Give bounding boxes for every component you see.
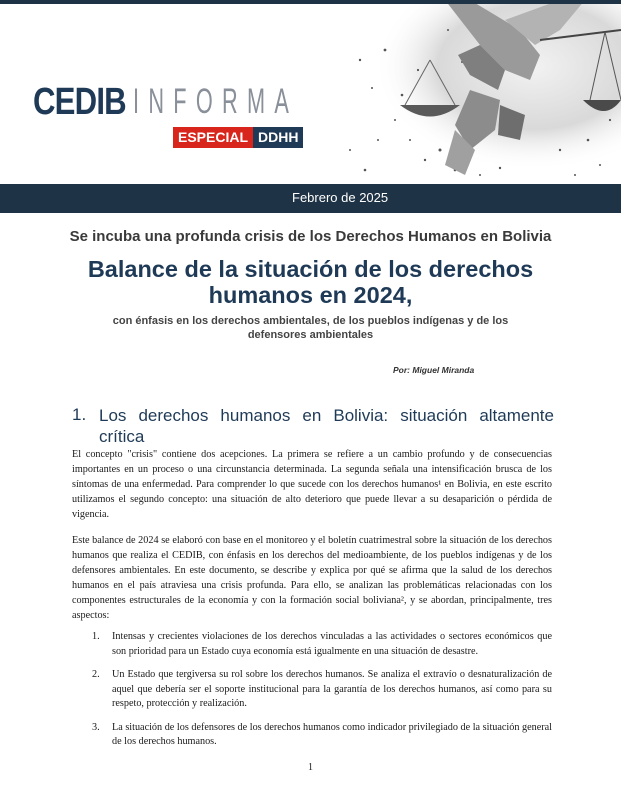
section-number: 1. — [72, 405, 87, 424]
paragraph: Este balance de 2024 se elaboró con base en el monitoreo y el boletín cuatrimestral sobre la situación de los derechos humanos que realiza el CEDIB, con énfasis en los derechos del medioambiente, de los pueblos indígenas y de los defensores ambientales. En este documento, se describe y explica por qué se afirma que la salud de los derechos humanos en el país atraviesa una crisis profunda. Para ello, se analizan las problemáticas relacionadas con los componentes estructurales de la economía y con la formación social boliviana², y se abordan, principalmente, tres aspectos: — [72, 535, 552, 621]
logo-informa: INFORMA — [133, 82, 299, 121]
article-title: Balance de la situación de los derechos humanos en 2024, — [87, 256, 534, 308]
list-number: 1. — [92, 631, 100, 642]
list-item — [72, 721, 552, 750]
list-number: 2. — [92, 669, 100, 680]
aspects-list — [72, 630, 552, 759]
issue-date: Febrero de 2025 — [292, 190, 389, 205]
section-title: Los derechos humanos en Bolivia: situación altamente crítica — [99, 406, 554, 446]
top-rule — [0, 0, 621, 4]
article-subtitle: con énfasis en los derechos ambientales, de los pueblos indígenas y de los defensores ambientales — [112, 315, 509, 341]
author-byline: Por: Miguel Miranda — [393, 365, 475, 375]
list-item — [72, 668, 552, 712]
paragraph: El concepto "crisis" contiene dos acepciones. La primera se refiere a un cambio profundo y de consecuencias importantes en un proceso o una circunstancia determinada. La segunda señala una intensificación brusca de los síntomas de una enfermedad. Para comprender lo que sucede con los derechos humanos¹ en Bolivia, en este escrito utilizamos el segundo concepto: una situación de alto deterioro que puede llevar a su desaparición o pérdida de vigencia. — [72, 449, 552, 520]
header-banner — [0, 0, 621, 213]
badge-ddhh: DDHH — [253, 127, 303, 148]
list-text: Un Estado que tergiversa su rol sobre los derechos humanos. Se analiza el extravío o desnaturalización de aquel que debería ser el soporte institucional para la garantía de los derechos humanos, así como para su respeto, protección y realización. — [112, 669, 552, 709]
badge-especial: ESPECIAL — [173, 127, 253, 148]
list-number: 3. — [92, 721, 100, 733]
list-text: La situación de los defensores de los derechos humanos como indicador privilegiado de la situación general de los derechos humanos. — [112, 721, 552, 747]
kicker-headline: Se incuba una profunda crisis de los Derechos Humanos en Bolivia — [69, 228, 552, 245]
logo-cedib: CEDIB — [33, 80, 126, 123]
page-number: 1 — [308, 762, 313, 773]
logo — [33, 80, 299, 124]
list-item — [72, 630, 552, 659]
list-text: Intensas y crecientes violaciones de los derechos vinculadas a las actividades o sectores económicos que son prioridad para un Estado cuya economía está igualmente en una situación de desastre. — [112, 631, 552, 657]
special-badge — [173, 127, 303, 148]
